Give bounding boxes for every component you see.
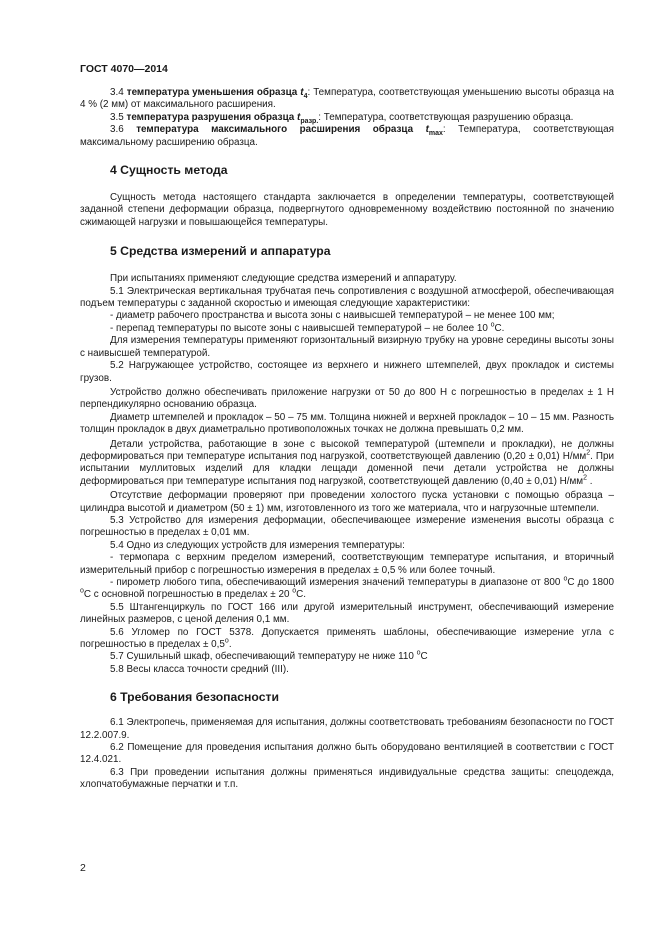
clause-5-3: 5.3 Устройство для измерения деформации, обеспечивающее измерение изменения высоты образца с погрешностью в пределах ± 0,01 мм. <box>80 514 614 539</box>
clause-5-2: 5.2 Нагружающее устройство, состоящее из верхнего и нижнего штемпелей, двух прокладок и системы грузов. <box>80 360 614 384</box>
bullet-thermocouple: - термопара с верхним пределом измерений, соответствующим температуре испытания, и вторичный измерительный прибор с погрешностью измерения в пределах ± 0,5 % или более точный. <box>80 552 614 576</box>
bullet-temperature-drop: - перепад температуры по высоте зоны с наивысшей температурой – не более 10 $^o$C. <box>110 321 505 334</box>
section-6-heading: 6 Требования безопасности <box>110 690 279 705</box>
paragraph-sighting-tube: Для измерения температуры применяют горизонтальный визирную трубку на уровне середины высоты зоны с наивысшей температурой. <box>80 335 614 359</box>
paragraph-no-deformation: Отсутствие деформации проверяют при проведении холостого пуска установки с помощью образца – цилиндра высотой и диаметром (50 ± 1) мм, изготовленного из того же материала, что и нагрузочные штемпели. <box>80 490 614 514</box>
section-5-heading: 5 Средства измерений и аппаратура <box>110 244 331 259</box>
section-4-paragraph: Сущность метода настоящего стандарта заключается в определении температуры, соответствующей заданной степени деформации образца, подвергнутого одновременному воздействию постоянной по значению сжимающей нагрузки и повышающейся температуры. <box>80 192 614 228</box>
clause-6-3: 6.3 При проведении испытания должны применяться индивидуальные средства защиты: спецодежда, хлопчатобумажные перчатки и т.п. <box>80 766 614 791</box>
page-content <box>80 87 614 792</box>
paragraph-load: Устройство должно обеспечивать приложение нагрузки от 50 до 800 Н с погрешностью в пределах ± 1 Н перпендикулярно основанию образца. <box>80 386 614 411</box>
section-4-heading: 4 Сущность метода <box>110 163 228 178</box>
page-number: 2 <box>80 862 86 874</box>
clause-5-8: 5.8 Весы класса точности средний (III). <box>110 663 289 675</box>
standard-header: ГОСТ 4070—2014 <box>80 63 168 75</box>
definition-3-4: 3.4 температура уменьшения образца $t_4$: Температура, соответствующая уменьшению высоты образца на 4 % (2 мм) от максимального расширения. <box>80 87 614 111</box>
definition-3-5: 3.5 температура разрушения образца $t_{разр.}$: Температура, соответствующая разрушению образца. <box>110 111 574 125</box>
clause-5-5: 5.5 Штангенциркуль по ГОСТ 166 или другой измерительный инструмент, обеспечивающий измерение линейных размеров, с ценой деления 0,1 мм. <box>80 601 614 626</box>
clause-5-7: 5.7 Сушильный шкаф, обеспечивающий температуру не ниже 110 $^o$С <box>110 650 428 663</box>
clause-5-4: 5.4 Одно из следующих устройств для измерения температуры: <box>110 539 405 551</box>
bullet-pyrometer: - пирометр любого типа, обеспечивающий измерения значений температуры в диапазоне от 800 $^o$С до 1800 $^o$С с основной погрешностью в пределах ± 20 $^o$С. <box>80 575 614 601</box>
clause-6-2: 6.2 Помещение для проведения испытания должно быть оборудовано вентиляцией в соответствии с ГОСТ 12.4.021. <box>80 742 614 766</box>
paragraph-stamps: Диаметр штемпелей и прокладок – 50 – 75 мм. Толщина нижней и верхней прокладок – 10 – 15 мм. Разность толщин прокладок в двух диаметрально противоположных точках не должна превышать 0,2 мм. <box>80 411 614 436</box>
section-5-intro: При испытаниях применяют следующие средства измерений и аппаратуру. <box>110 273 457 285</box>
paragraph-device-parts: Детали устройства, работающие в зоне с высокой температурой (штемпели и прокладки), не должны деформироваться при температуре испытания под нагрузкой, соответствующей давлению (0,20 ± 0,01) $Н/мм^2$. При испытании муллитовых изделий для кладки лещади доменной печи детали устройства не должны деформироваться при температуре испытания под нагрузкой, соответствующей давлению (0,40 ± 0,01) $Н/мм^2$ . <box>80 438 615 487</box>
clause-5-6: 5.6 Угломер по ГОСТ 5378. Допускается применять шаблоны, обеспечивающие измерение угла с погрешностью в пределах ± $0,5^o$. <box>80 626 614 651</box>
bullet-chamber-diameter: - диаметр рабочего пространства и высота зоны с наивысшей температурой – не менее 100 мм; <box>110 310 555 322</box>
clause-5-1: 5.1 Электрическая вертикальная трубчатая печь сопротивления с воздушной атмосферой, обеспечивающая подъем температуры с заданной скоростью и имеющая следующие характеристики: <box>80 285 614 310</box>
definition-3-6: 3.6 температура максимального расширения образца $t_{max}$: Температура, соответствующая максимальному расширению образца. <box>80 124 614 148</box>
clause-6-1: 6.1 Электропечь, применяемая для испытания, должны соответствовать требованиям безопасности по ГОСТ 12.2.007.9. <box>80 717 614 741</box>
